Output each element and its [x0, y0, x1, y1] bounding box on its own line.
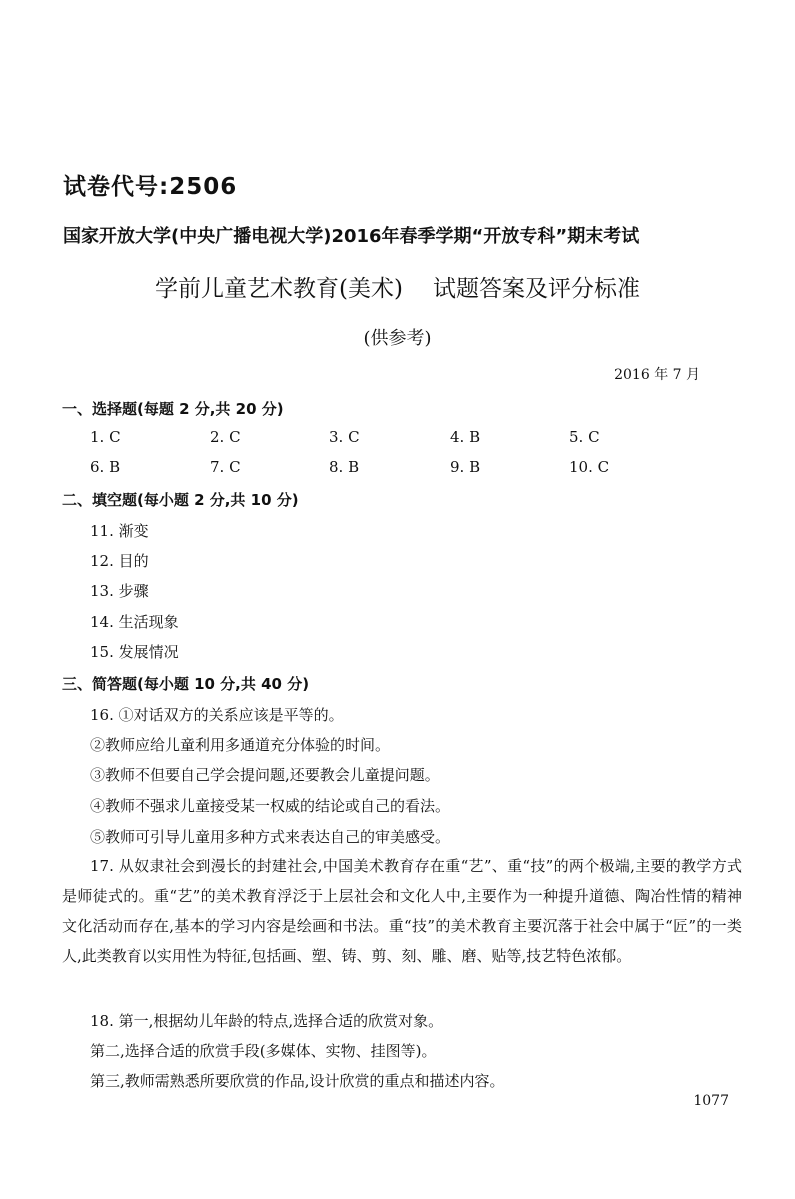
fill-answer: 12. 目的 — [90, 552, 149, 570]
exam-date: 2016 年 7 月 — [614, 367, 700, 383]
answer-item: 9. B — [450, 458, 481, 476]
answer-item: 3. C — [329, 428, 360, 446]
fill-answer: 15. 发展情况 — [90, 643, 179, 661]
answer-item: 7. C — [210, 458, 241, 476]
document-type: 试题答案及评分标准 — [432, 276, 640, 302]
exam-name: 国家开放大学(中央广播电视大学)2016年春季学期“开放专科”期末考试 — [63, 226, 640, 247]
paper-code: 试卷代号:2506 — [63, 174, 238, 200]
answer-item: 5. C — [569, 428, 600, 446]
q16-point: ③教师不但要自己学会提问题,还要教会儿童提问题。 — [90, 766, 440, 784]
answer-item: 1. C — [90, 428, 121, 446]
q16-point: ⑤教师可引导儿童用多种方式来表达自己的审美感受。 — [90, 828, 451, 846]
fill-answer: 11. 渐变 — [90, 522, 149, 540]
fill-answer: 13. 步骤 — [90, 582, 149, 600]
reference-note: (供参考) — [363, 328, 432, 349]
answer-item: 10. C — [569, 458, 610, 476]
q16-point: ②教师应给儿童利用多通道充分体验的时间。 — [90, 736, 391, 754]
answer-item: 2. C — [210, 428, 241, 446]
course-name: 学前儿童艺术教育(美术) — [155, 276, 403, 302]
section-2-heading: 二、填空题(每小题 2 分,共 10 分) — [62, 491, 299, 509]
q16-point: ④教师不强求儿童接受某一权威的结论或自己的看法。 — [90, 797, 451, 815]
section-1-heading: 一、选择题(每题 2 分,共 20 分) — [62, 400, 284, 418]
section-3-heading: 三、简答题(每小题 10 分,共 40 分) — [62, 675, 310, 693]
q18-point: 第二,选择合适的欣赏手段(多媒体、实物、挂图等)。 — [90, 1042, 437, 1060]
q16-point: 16. ①对话双方的关系应该是平等的。 — [90, 706, 344, 724]
page-number: 1077 — [693, 1093, 729, 1109]
answer-item: 4. B — [450, 428, 481, 446]
document-title — [0, 270, 795, 303]
answer-item: 6. B — [90, 458, 121, 476]
q18-point: 18. 第一,根据幼儿年龄的特点,选择合适的欣赏对象。 — [90, 1012, 444, 1030]
fill-answer: 14. 生活现象 — [90, 613, 179, 631]
q17-answer: 17. 从奴隶社会到漫长的封建社会,中国美术教育存在重“艺”、重“技”的两个极端,主要的教学方式是师徒式的。重“艺”的美术教育浮泛于上层社会和文化人中,主要作为一种提升道德、陶冶性情的精神文化活动而存在,基本的学习内容是绘画和书法。重“技”的美术教育主要沉落于社会中属于“匠”的一类人,此类教育以实用性为特征,包括画、塑、铸、剪、刻、雕、磨、贴等,技艺特色浓郁。 — [62, 857, 742, 965]
answer-item: 8. B — [329, 458, 360, 476]
q18-point: 第三,教师需熟悉所要欣赏的作品,设计欣赏的重点和描述内容。 — [90, 1072, 505, 1090]
